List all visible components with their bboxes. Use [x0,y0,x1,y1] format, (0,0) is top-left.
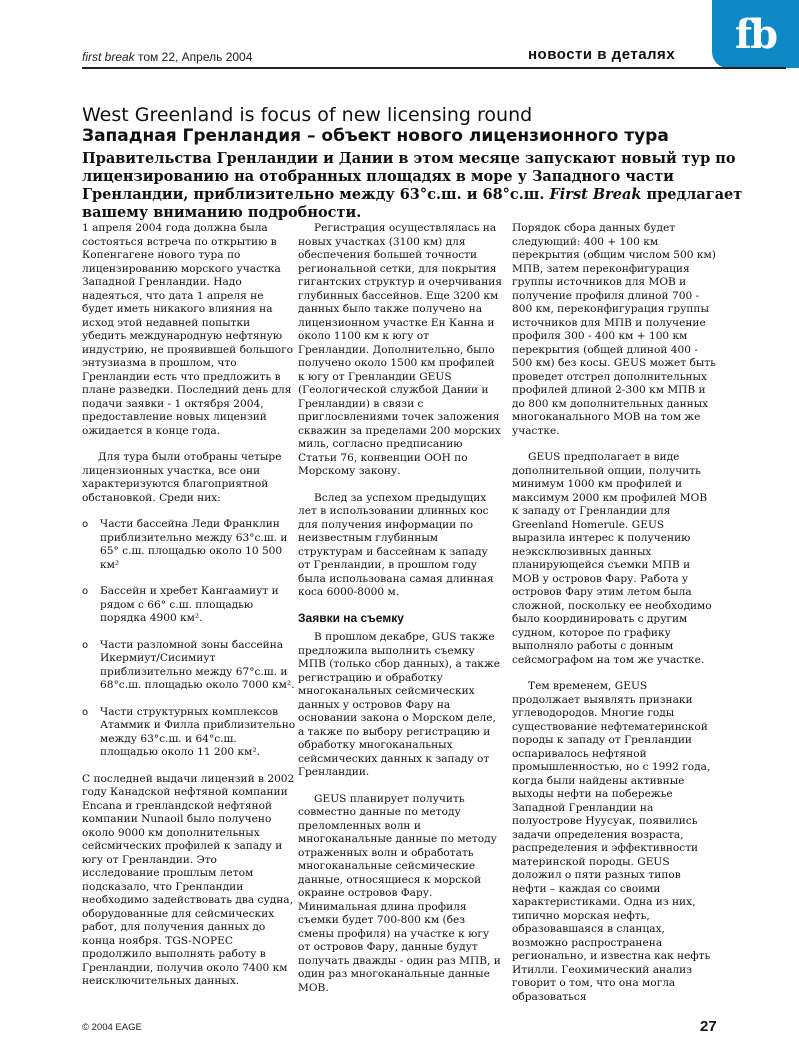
list-item-text: Части разломной зоны бассейна Икермиут/Сисимиут приблизительно между 67°с.ш. и 68°с.ш. площадью около 7000 км². [100,638,295,691]
paragraph: Тем временем, GEUS продолжает выявлять признаки углеводородов. Многие годы существование нефтематеринской породы к западу от Гренландии оспаривалось нефтяной промышленностью, но с 1992 года, когда были найдены активные выходы нефти на побережье Западной Гренландии на полуострове Нуусуак, появились задачи определения возраста, распределения и эффективности материнской породы. GEUS доложил о пяти разных типов нефти – каждая со своими характеристиками. Одна из них, типично морская нефть, образовавшаяся в сланцах, возможно распространена регионально, и известна как нефть Итилли. Геохимический анализ говорит о том, что она могла образоваться [512,680,711,1003]
running-header [82,50,252,64]
article-lead [82,150,762,222]
page-number: 27 [700,1018,717,1035]
lead-text-end: предлагает вашему вниманию подробности. [82,186,743,221]
paragraph: 1 апреля 2004 года должна была состояться встреча по открытию в Копенгагене нового тура по лицензированию морского участка Западной Гренландии. Надо надеяться, что дата 1 апреля не будет иметь никакого влияния на исход этой недавней попытки убедить международную нефтяную индустрию, не проявившей большого энтузиазма в прошлом, что Гренландии есть что предложить в плане разведки. Последний день для подачи заявки - 1 октября 2004, предоставление новых лицензий ожидается в конце года. [82,222,294,437]
column-3 [512,222,717,1004]
journal-logo: fb [712,0,799,68]
lead-text: Правительства Гренландии и Дании в этом месяце запускают новый тур по лицензированию на отобранных площадях в море у Западного части Гренландии, приблизительно между 63°с.ш. и 68°с.ш. [82,150,736,203]
list-item-text: Бассейн и хребет Кангаамиут и рядом с 66° с.ш. площадью порядка 4900 км². [100,585,279,624]
header-divider [82,67,786,69]
list-item-text: Части бассейна Леди Франклин приблизительно между 63°с.ш. и 65° с.ш. площадью около 10 500 км² [100,518,288,571]
paragraph: Регистрация осуществлялась на новых участках (3100 км) для обеспечения большей точности региональной сетки, для покрытия гигантских структур и очерчивания глубинных бассейнов. Еще 3200 км данных было также получено на лицензионном участке Ен Канна и около 1100 км к югу от Гренландии. Дополнительно, было получено около 1500 км профилей к югу от Гренландии GEUS (Геологической службой Дании и Гренландии) в связи с приглосвлениями точек заложения скважин за пределами 200 морских миль, согласно предписанию Статьи 76, конвенции ООН по Морскому закону. [298,222,503,477]
list-item [82,585,296,626]
article-title-en: West Greenland is focus of new licensing round [82,104,533,126]
list-item [82,518,296,572]
bullet-icon: o [82,639,89,651]
list-item-text: Части структурных комплексов Атаммик и Филла приблизительно между 63°с.ш. и 64°с.ш. площадью около 11 200 км². [100,705,296,758]
journal-name: first break [82,50,135,64]
paragraph: Порядок сбора данных будет следующий: 400 + 100 км перекрытия (общим числом 500 км) МПВ, затем переконфигурация группы источников для МОВ и получение профиля длиной 700 - 800 км, переконфигурация группы источников для МПВ и получение профиля 300 - 400 км + 100 км перекрытия (общей длиной 400 - 500 км) без косы. GEUS может быть проведет отстрел дополнительных профилей длиной 2-300 км МПВ и до 800 км дополнительных данных многоканального МОВ на том же участке. [512,222,716,437]
section-title: новости в деталях [528,46,676,63]
article-title-ru: Западная Гренландия – объект нового лицензионного тура [82,126,669,146]
paragraph: GEUS планирует получить совместно данные по методу преломленных волн и многоканальные данные по методу отраженных волн и обработать многоканальные сейсмические данные, относящиеся к морской окраине островов Фару. Минимальная длина профиля съемки будет 700-800 км (без смены профиля) на участке к югу от островов Фару, данные будут получать дважды - один раз МПВ, и один раз многоканальные данные МОВ. [298,792,501,994]
column-1 [82,222,296,989]
bullet-icon: o [82,586,89,597]
paragraph: В прошлом декабре, GUS также предложила выполнить съемку МПВ (только сбор данных), а также регистрацию и обработку многоканальных сейсмических данных у островов Фару на основании закона о Морском деле, а также по выбору регистрацию и обработку многоканальных сейсмических данных к западу от Гренландии. [298,631,501,778]
paragraph: Для тура были отобраны четыре лицензионных участка, все они характеризуются благоприятной обстановкой. Среди них: [82,451,282,504]
paragraph: Вслед за успехом предыдущих лет в использовании длинных кос для получения информации по неизвестным глубинным структурам и бассейнам к западу от Гренландии, в прошлом году была использована самая длинная коса 6000-8000 м. [298,491,494,598]
bullet-icon: o [82,519,89,530]
paragraph: С последней выдачи лицензий в 2002 году Канадской нефтяной компании Encana и гренландской нефтяной компании Nunaoil было получено около 9000 км дополнительных сейсмических профилей к западу и югу от Гренландии. Это исследование прошлым летом подсказало, что Гренландии необходимо задействовать два судна, оборудованные для сейсмических работ, для получения данных до конца ноября. TGS-NOPEC продолжило выполнять работу в Гренландии, получив около 7400 км неисключительных данных. [82,772,295,987]
paragraph: GEUS предполагает в виде дополнительной опции, получить минимум 1000 км профилей и максимум 2000 км профилей МОВ к западу от Гренландии для Greenland Homerule. GEUS выразила интерес к получению неэксклюзивных данных планирующейся съемки МПВ и МОВ у островов Фару. Работа у островов Фару этим летом была сложной, поскольку ее необходимо было координировать с другим судном, которое по графику выполняло работы с донным сейсмографом на том же участке. [512,451,712,666]
bullet-icon: o [82,706,89,718]
issue-info: том 22, Апрель 2004 [134,50,253,64]
subheading: Заявки на съемку [298,610,404,625]
copyright-notice: © 2004 EAGE [82,1022,142,1033]
list-item [82,639,296,693]
lead-journal-name: First Break [549,186,642,203]
list-item [82,706,296,760]
column-2 [298,222,503,995]
